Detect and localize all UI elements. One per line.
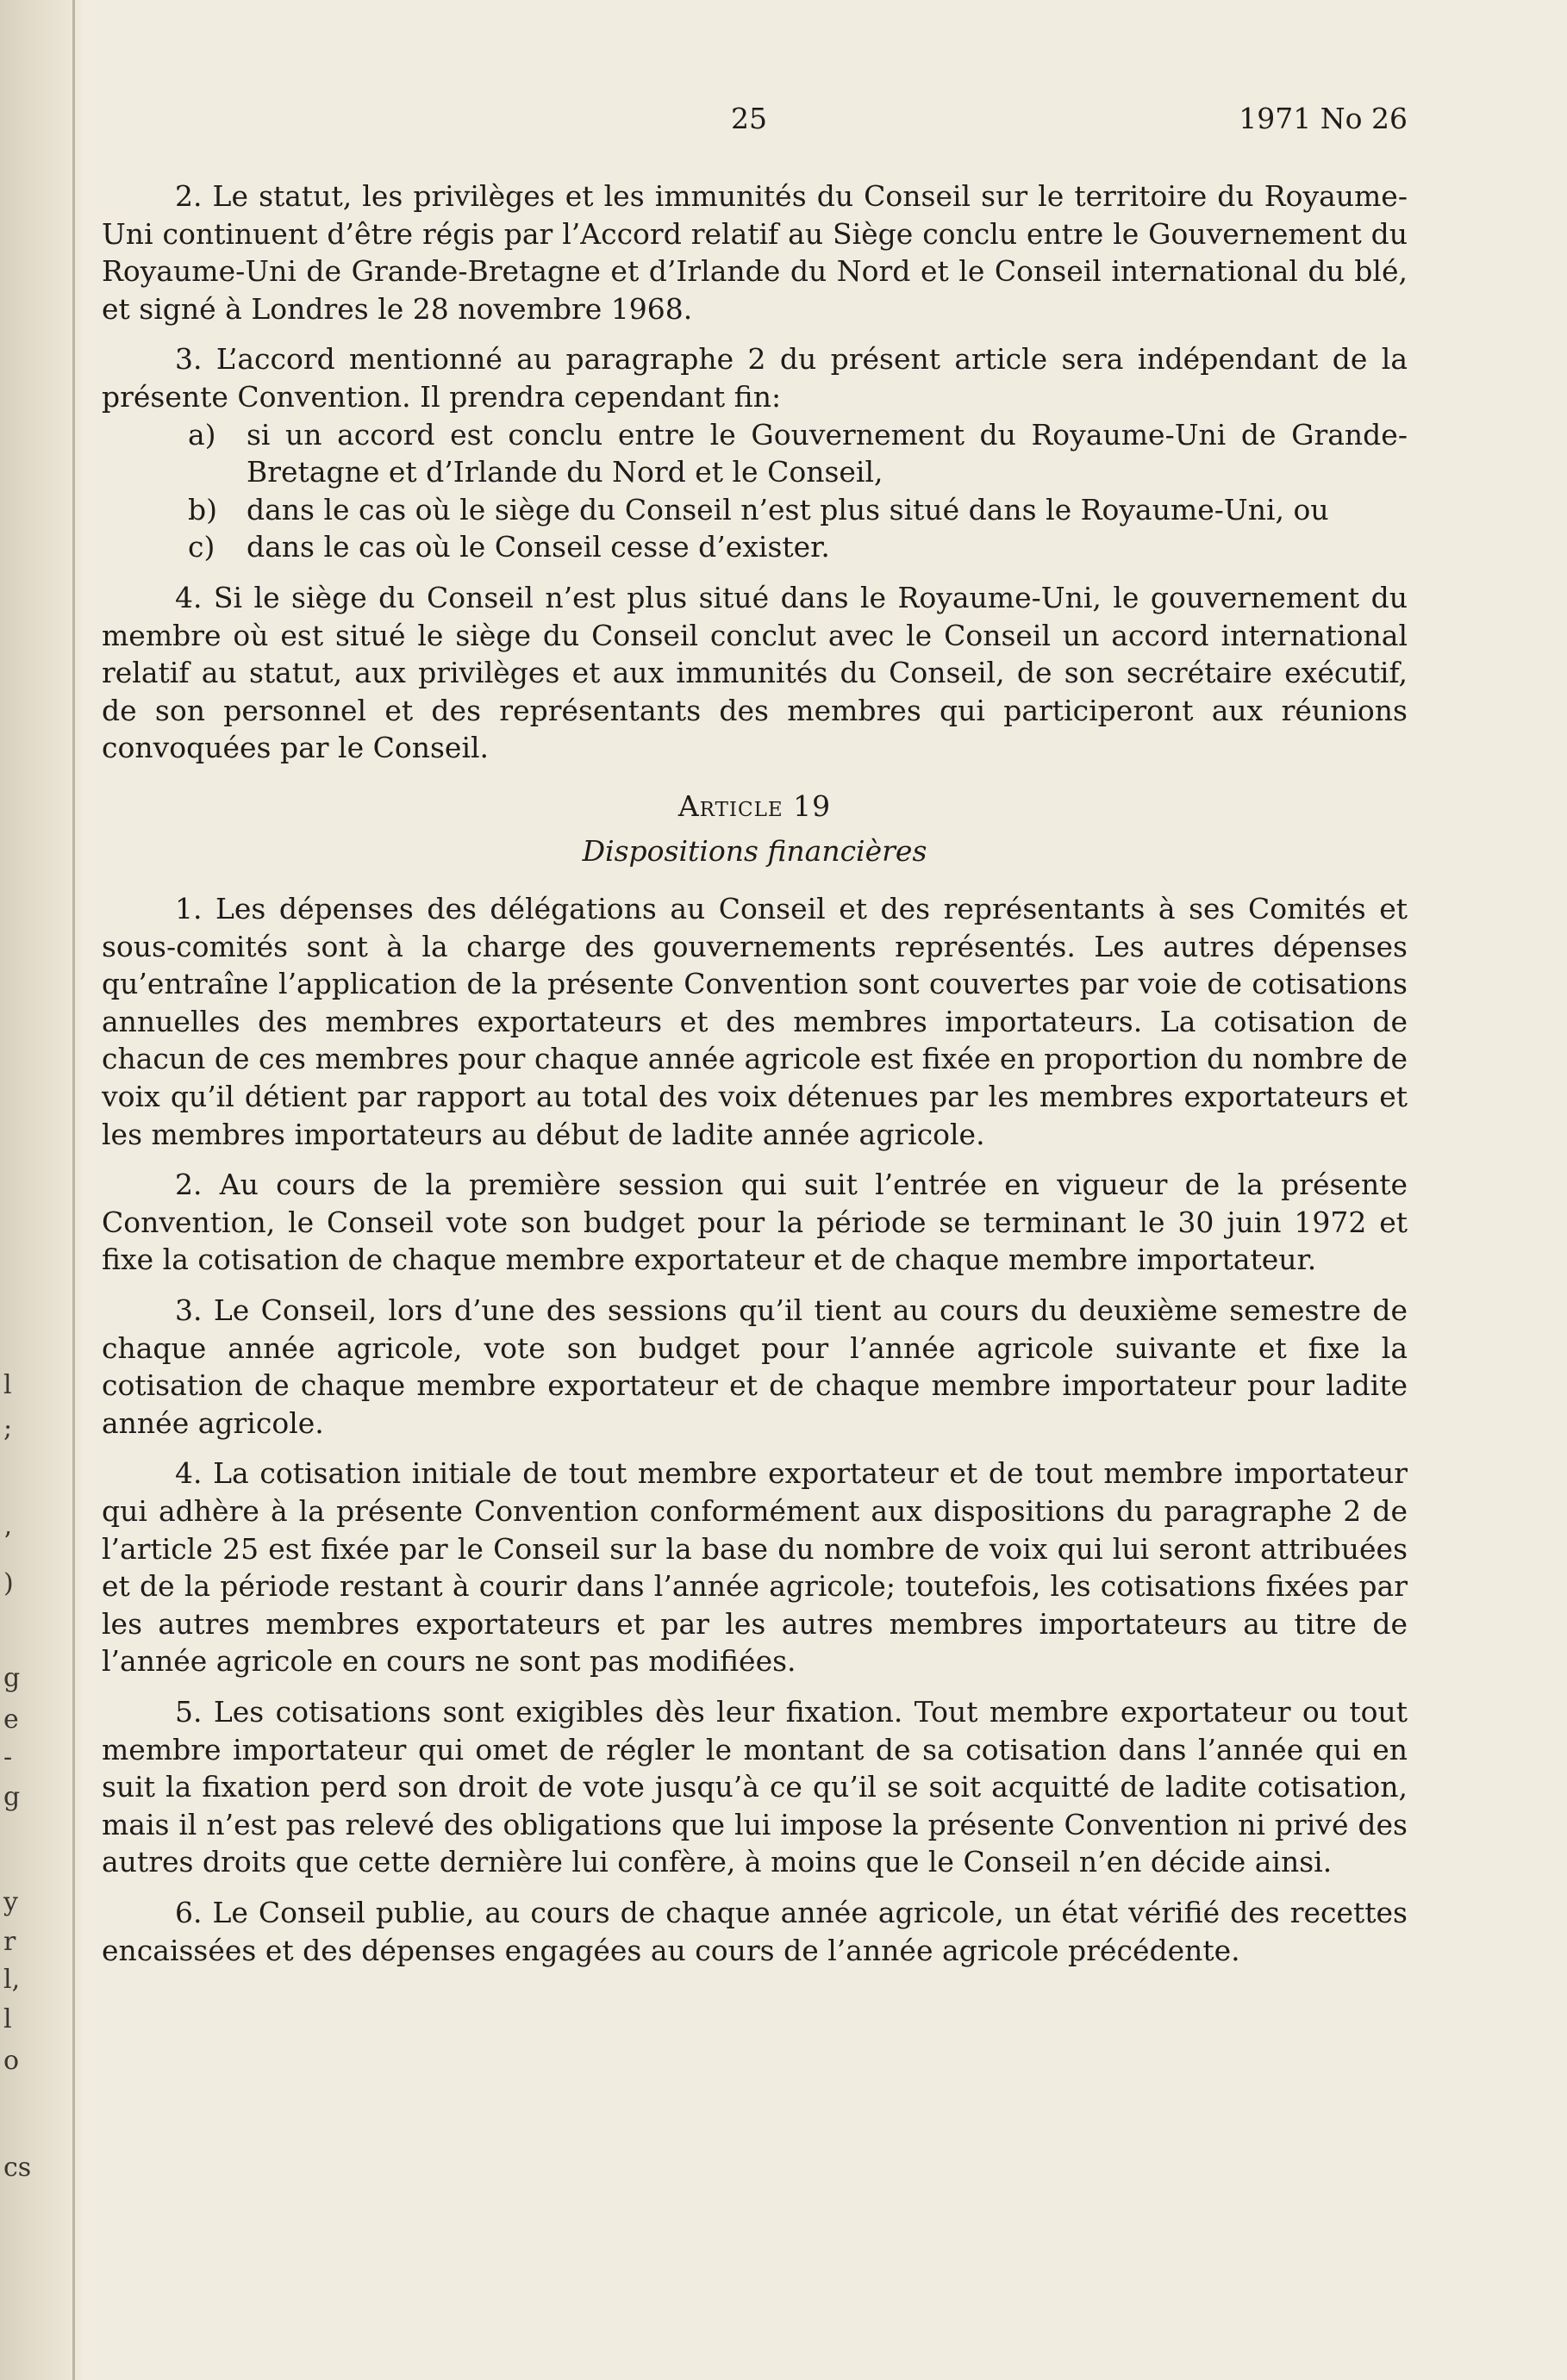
bleed-glyph: l bbox=[3, 2004, 12, 2034]
page-body bbox=[102, 178, 1408, 1982]
article19-paragraph-6: 6. Le Conseil publie, au cours de chaque année agricole, un état vérifié des recettes encaissées et des dépenses engagées au cours de l’année agricole précédente. bbox=[102, 1895, 1408, 1967]
article19-paragraph-1: 1. Les dépenses des délégations au Conseil et des représentants à ses Comités et sous-comités sont à la charge des gouvernements représentés. Les autres dépenses qu’entraîne l’application de la présente Convention sont couvertes par voie de cotisations annuelles des membres exportateurs et des membres importateurs. La cotisation de chacun de ces membres pour chaque année agricole est fixée en proportion du nombre de voix qu’il détient par rapport au total des voix détenues par les membres exportateurs et les membres importateurs au début de ladite année agricole. bbox=[102, 892, 1408, 1151]
list-marker: c) bbox=[188, 530, 215, 564]
list-item bbox=[102, 416, 1408, 491]
bleed-glyph: cs bbox=[3, 2153, 32, 2183]
binding-edge bbox=[72, 0, 75, 2380]
bleed-glyph: r bbox=[3, 1927, 16, 1957]
article19-paragraph-2: 2. Au cours de la première session qui suit l’entrée en vigueur de la présente Convention, le Conseil vote son budget pour la période se terminant le 30 juin 1972 et fixe la cotisation de chaque membre exportateur et de chaque membre importateur. bbox=[102, 1168, 1408, 1277]
bleed-glyph: o bbox=[3, 2046, 20, 2076]
bleed-glyph: ; bbox=[3, 1413, 13, 1443]
article19-paragraph-3: 3. Le Conseil, lors d’une des sessions qu’il tient au cours du deuxième semestre de chaque année agricole, vote son budget pour l’année agricole suivante et fixe la cotisation de chaque membre exportateur et de chaque membre importateur pour ladite année agricole. bbox=[102, 1293, 1408, 1440]
bleed-glyph: g bbox=[3, 1663, 21, 1693]
bleed-glyph: y bbox=[3, 1887, 18, 1917]
list-item-text: si un accord est conclu entre le Gouvernement du Royaume-Uni de Grande-Bretagne et d’Irlande du Nord et le Conseil, bbox=[247, 417, 1408, 489]
page-header bbox=[102, 102, 1408, 140]
page-number: 25 bbox=[731, 102, 767, 135]
list-marker: b) bbox=[188, 492, 217, 526]
list-item bbox=[102, 491, 1408, 529]
article-heading: Article 19 bbox=[677, 788, 832, 823]
list-item-text: dans le cas où le siège du Conseil n’est plus situé dans le Royaume-Uni, ou bbox=[247, 492, 1329, 526]
list-marker: a) bbox=[188, 417, 216, 452]
article18-paragraph-3: 3. L’accord mentionné au paragraphe 2 du présent article sera indépendant de la présente Convention. Il prendra cependant fin: bbox=[102, 342, 1408, 414]
bleed-glyph: - bbox=[3, 1742, 13, 1773]
bleed-glyph: ’ bbox=[3, 1527, 12, 1557]
bleed-glyph: ) bbox=[3, 1568, 14, 1598]
article18-paragraph-2: 2. Le statut, les privilèges et les immunités du Conseil sur le territoire du Royaume-Uni continuent d’être régis par l’Accord relatif au Siège conclu entre le Gouvernement du Royaume-Uni de Grande-Bretagne et d’Irlande du Nord et le Conseil international du blé, et signé à Londres le 28 novembre 1968. bbox=[102, 179, 1408, 326]
bleed-glyph: g bbox=[3, 1782, 21, 1812]
article-subtitle: Dispositions financières bbox=[582, 833, 927, 868]
list-item bbox=[102, 528, 1408, 566]
journal-reference: 1971 No 26 bbox=[1239, 102, 1408, 135]
article18-paragraph-4: 4. Si le siège du Conseil n’est plus situé dans le Royaume-Uni, le gouvernement du membre où est situé le siège du Conseil conclut avec le Conseil un accord international relatif au statut, aux privilèges et aux immunités du Conseil, de son secrétaire exécutif, de son personnel et des représentants des membres qui participeront aux réunions convoquées par le Conseil. bbox=[102, 580, 1408, 765]
bleed-glyph: l bbox=[3, 1370, 12, 1400]
article19-paragraph-5: 5. Les cotisations sont exigibles dès leur fixation. Tout membre exportateur ou tout membre importateur qui omet de régler le montant de sa cotisation dans l’année qui en suit la fixation perd son droit de vote jusqu’à ce qu’il se soit acquitté de ladite cotisation, mais il n’est pas relevé des obligations que lui impose la présente Convention ni privé des autres droits que cette dernière lui confère, à moins que le Conseil n’en décide ainsi. bbox=[102, 1694, 1408, 1879]
article18-paragraph-3-list bbox=[102, 416, 1408, 566]
bleed-glyph: e bbox=[3, 1704, 19, 1735]
article19-paragraph-4: 4. La cotisation initiale de tout membre exportateur et de tout membre importateur qui adhère à la présente Convention conformément aux dispositions du paragraphe 2 de l’article 25 est fixée par le Conseil sur la base du nombre de voix qui lui seront attribuées et de la période restant à courir dans l’année agricole; toutefois, les cotisations fixées par les autres membres exportateurs et par les autres membres importateurs au titre de l’année agricole en cours ne sont pas modifiées. bbox=[102, 1456, 1408, 1679]
list-item-text: dans le cas où le Conseil cesse d’exister. bbox=[247, 530, 830, 564]
bleed-glyph: l, bbox=[3, 1965, 21, 1995]
